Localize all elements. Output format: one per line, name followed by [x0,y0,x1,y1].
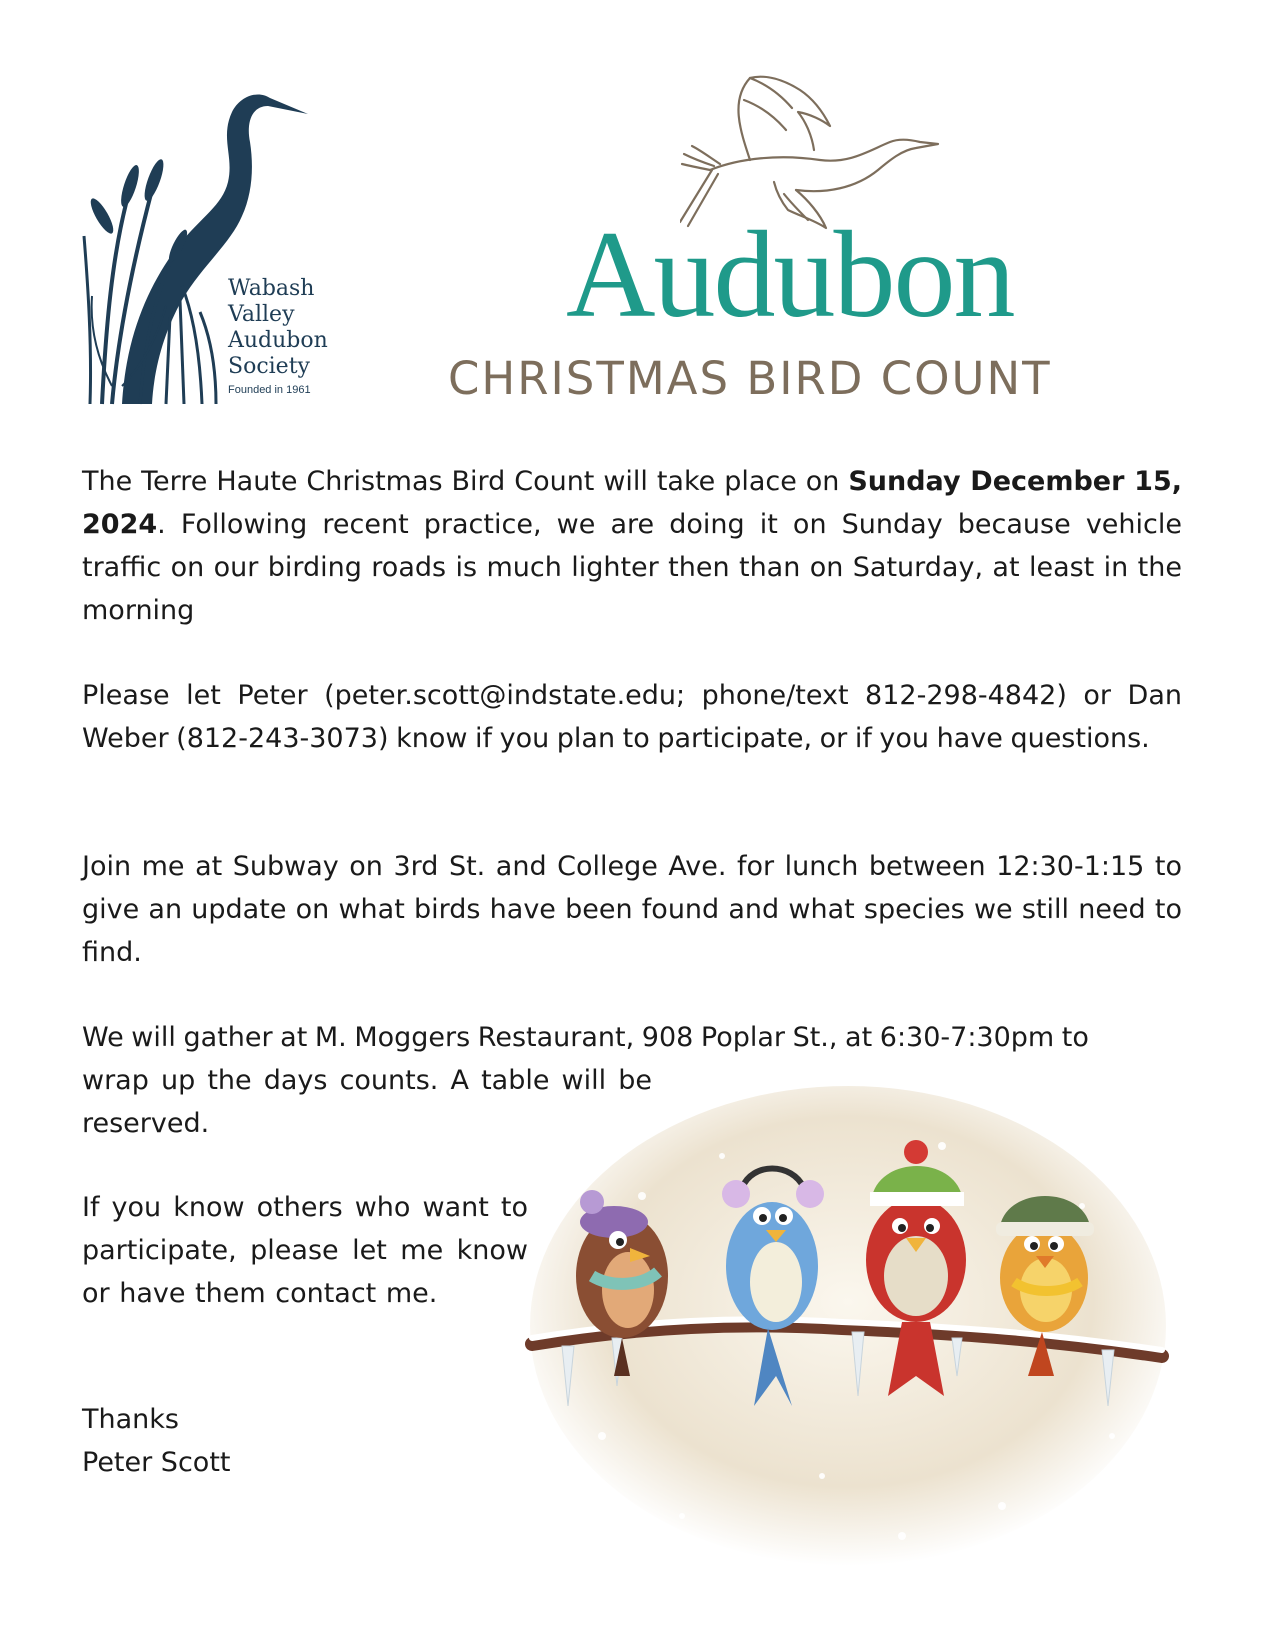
paragraph-dinner-line1: We will gather at M. Moggers Restaurant, 908 Poplar St., at 6:30-7:30pm to [82,1022,1089,1053]
signature-name: Peter Scott [82,1447,231,1478]
wabash-valley-logo [82,86,332,416]
event-date: Sunday December 15, 2024 [82,466,1183,540]
paragraph-date-lead: The Terre Haute Christmas Bird Count will take place on [82,466,849,497]
wabash-logo-line: Audubon [228,328,328,353]
wabash-logo-line: Society [228,354,310,379]
closing [82,1398,482,1484]
paragraph-contact: Please let Peter (peter.scott@indstate.edu; phone/text 812-298-4842) or Dan Weber (812-243-3073) know if you plan to participate, or if you have questions. [82,680,1182,754]
paragraph-date [82,460,1182,632]
paragraph-date-rest: . Following recent practice, we are doing it on Sunday because vehicle traffic on our birding roads is much lighter then than on Saturday, at least in the morning [82,509,1182,626]
paragraph-dinner-rest: wrap up the days counts. A table will be reserved. [82,1065,652,1139]
audubon-wordmark: Audubon [566,206,1014,343]
wabash-logo-line: Wabash [228,276,315,301]
paragraph-invite: If you know others who want to participate, please let me know or have them contact me. [82,1192,528,1309]
winter-birds-illustration [522,1076,1182,1596]
christmas-bird-count-title: CHRISTMAS BIRD COUNT [448,352,1052,405]
paragraph-lunch: Join me at Subway on 3rd St. and College Ave. for lunch between 12:30-1:15 to give an update on what birds have been found and what species we still need to find. [82,851,1182,968]
wabash-founded: Founded in 1961 [228,384,311,396]
wabash-logo-line: Valley [228,302,295,327]
closing-thanks: Thanks [82,1404,179,1435]
wabash-logo-text [228,276,328,398]
